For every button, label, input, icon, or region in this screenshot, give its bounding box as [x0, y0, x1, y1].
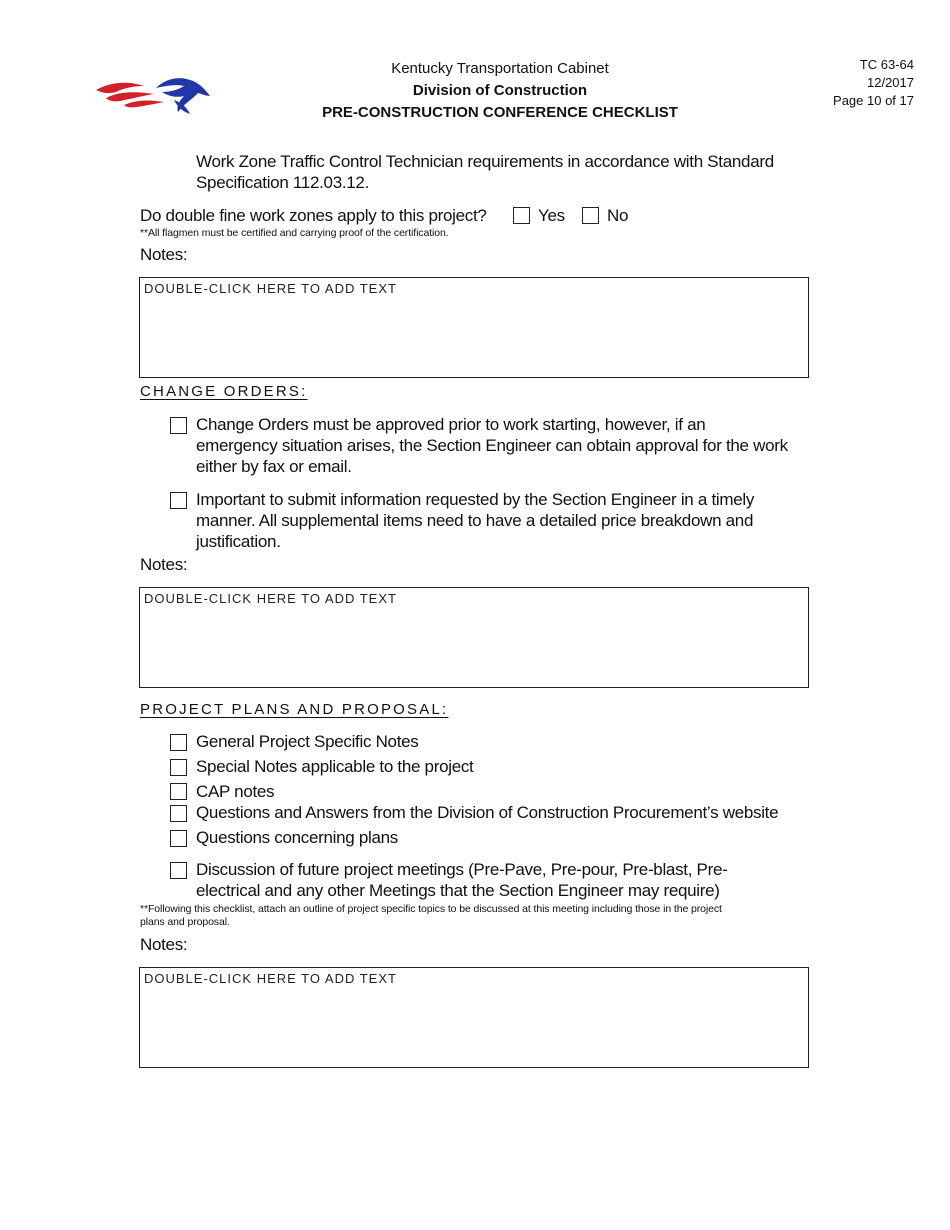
agency-name: Kentucky Transportation Cabinet	[391, 60, 609, 77]
double-fine-question: Do double fine work zones apply to this project?	[140, 206, 487, 225]
future-meetings-checkbox[interactable]	[170, 862, 187, 879]
double-fine-no-checkbox[interactable]	[582, 207, 599, 224]
division-name: Division of Construction	[412, 82, 588, 99]
form-info	[833, 56, 914, 110]
qa-procurement-checkbox[interactable]	[170, 805, 187, 822]
meetings-line2: electrical and any other Meetings that the Section Engineer may require)	[196, 881, 720, 900]
change-orders-item-1	[196, 414, 836, 477]
meetings-line1: Discussion of future project meetings (Pre-Pave, Pre-pour, Pre-blast, Pre-	[196, 860, 728, 879]
ktc-logo	[94, 72, 214, 118]
checklist-footnote	[140, 903, 820, 929]
flagmen-footnote: **All flagmen must be certified and carrying proof of the certification.	[140, 227, 449, 239]
special-notes-checkbox[interactable]	[170, 759, 187, 776]
plans-questions-label: Questions concerning plans	[196, 828, 398, 847]
no-label: No	[607, 206, 629, 225]
co-item1-line1: Change Orders must be approved prior to work starting, however, if an	[196, 415, 706, 434]
qa-procurement-label: Questions and Answers from the Division of Construction Procurement’s website	[196, 803, 779, 822]
cap-notes-label: CAP notes	[196, 782, 275, 801]
co-item2-line2: manner. All supplemental items need to have a detailed price breakdown and	[196, 511, 754, 530]
change-orders-heading: CHANGE ORDERS:	[140, 383, 308, 400]
co-item1-line3: either by fax or email.	[196, 457, 352, 476]
general-notes-checkbox[interactable]	[170, 734, 187, 751]
co-item2-line3: justification.	[196, 532, 281, 551]
change-orders-item-2	[196, 489, 836, 552]
special-notes-label: Special Notes applicable to the project	[196, 757, 474, 776]
ktc-horse-logo-icon	[94, 72, 214, 118]
intro-text	[196, 151, 826, 193]
page-title: PRE-CONSTRUCTION CONFERENCE CHECKLIST	[322, 104, 678, 121]
general-notes-label: General Project Specific Notes	[196, 732, 419, 751]
plans-questions-checkbox[interactable]	[170, 830, 187, 847]
yes-label: Yes	[538, 206, 565, 225]
change-orders-approval-checkbox[interactable]	[170, 417, 187, 434]
co-item1-line2: emergency situation arises, the Section Engineer can obtain approval for the work	[196, 436, 788, 455]
notes-field-1[interactable]: DOUBLE-CLICK HERE TO ADD TEXT	[139, 277, 809, 378]
footnote-line2: plans and proposal.	[140, 916, 230, 928]
co-item2-line1: Important to submit information requested by the Section Engineer in a timely	[196, 490, 755, 509]
project-plans-heading: PROJECT PLANS AND PROPOSAL:	[140, 701, 449, 718]
notes-field-2[interactable]: DOUBLE-CLICK HERE TO ADD TEXT	[139, 587, 809, 688]
change-orders-submit-checkbox[interactable]	[170, 492, 187, 509]
intro-line-1: Work Zone Traffic Control Technician requirements in accordance with Standard	[196, 152, 774, 171]
intro-line-2: Specification 112.03.12.	[196, 173, 370, 192]
footnote-line1: **Following this checklist, attach an outline of project specific topics to be discussed at this meeting including those in the project	[140, 903, 722, 915]
notes-label-3: Notes:	[140, 935, 188, 954]
notes-field-3[interactable]: DOUBLE-CLICK HERE TO ADD TEXT	[139, 967, 809, 1068]
future-meetings-text	[196, 859, 836, 901]
form-number: TC 63-64	[859, 57, 914, 72]
notes-label-2: Notes:	[140, 555, 188, 574]
double-fine-yes-checkbox[interactable]	[513, 207, 530, 224]
cap-notes-checkbox[interactable]	[170, 783, 187, 800]
page-number: Page 10 of 17	[833, 93, 914, 108]
notes-label-1: Notes:	[140, 245, 188, 264]
form-date: 12/2017	[867, 75, 914, 90]
